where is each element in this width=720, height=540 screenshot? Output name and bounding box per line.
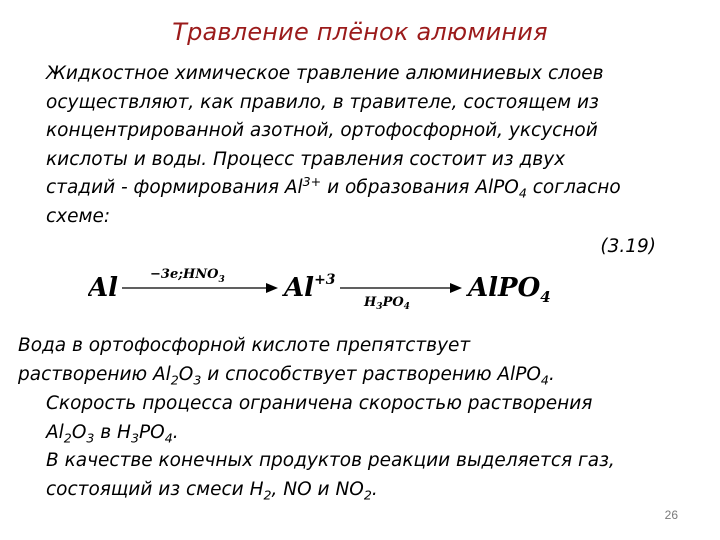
rate-note bbox=[46, 390, 615, 504]
slide-title: Травление плёнок алюминия bbox=[172, 18, 548, 46]
arrow-2-label: $H_3PO_4$ bbox=[364, 295, 410, 310]
intro-line: Жидкостное химическое травление алюминиевых слоев bbox=[46, 63, 604, 84]
rate-line: Скорость процесса ограничена скоростью растворения bbox=[46, 393, 593, 414]
rate-line: состоящий из смеси $H_2$, NO и $NO_2$. bbox=[46, 478, 378, 503]
page-number: 26 bbox=[664, 508, 678, 522]
arrow-1-head bbox=[266, 283, 278, 293]
intro-line: концентрированной азотной, ортофосфорной, уксусной bbox=[46, 120, 598, 141]
intro-paragraph bbox=[46, 60, 621, 231]
reaction-scheme bbox=[88, 262, 568, 310]
intro-line: осуществляют, как правило, в травителе, состоящем из bbox=[46, 91, 599, 113]
intro-line: стадий - формирования $Al^{3+}$ и образования AlPO$_4$ согласно bbox=[46, 173, 621, 201]
water-line: Вода в ортофосфорной кислоте препятствует bbox=[18, 335, 471, 356]
rate-line: $Al_2O_3$ в $H_3PO_4$. bbox=[46, 421, 179, 446]
intro-line: кислоты и воды. Процесс травления состоит из двух bbox=[46, 148, 566, 170]
rate-line: В качестве конечных продуктов реакции выделяется газ, bbox=[46, 450, 615, 471]
equation-number: (3.19) bbox=[600, 236, 656, 257]
water-line: растворению $Al_2O_3$ и способствует растворению AlPO$_4$. bbox=[18, 363, 555, 388]
arrow-2-head bbox=[450, 283, 462, 293]
intermediate: $Al^{+3}$ bbox=[284, 272, 336, 303]
intro-line: схеме: bbox=[46, 205, 111, 227]
arrow-1-label: $-3e;HNO_3$ bbox=[150, 267, 225, 285]
product: AlPO$_4$ bbox=[468, 273, 551, 306]
reactant: Al bbox=[88, 273, 119, 303]
water-note bbox=[18, 332, 555, 389]
